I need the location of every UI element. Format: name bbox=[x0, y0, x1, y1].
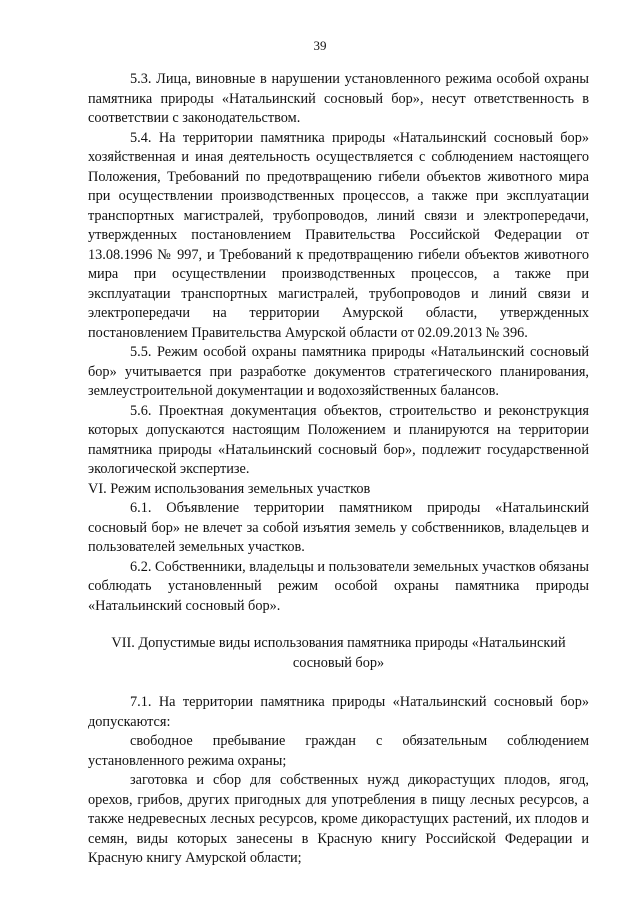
paragraph-5-5: 5.5. Режим особой охраны памятника природы «Натальинский сосновый бор» учитывается при разработке документов стратегического планирования, землеустроительной документации и водохозяйственных балансов. bbox=[88, 344, 589, 399]
section-heading-vii-line2: сосновый бор» bbox=[292, 654, 385, 671]
section-heading-vii bbox=[88, 634, 589, 673]
paragraph-5-4: 5.4. На территории памятника природы «Натальинский сосновый бор» хозяйственная и иная деятельность осуществляется с соблюдением настоящего Положения, Требований по предотвращению гибели объектов животного мира при осуществлении производственных процессов, а также при эксплуатации транспортных магистралей, трубопроводов, линий связи и электропередачи, утвержденных постановлением Правительства Российской Федерации от 13.08.1996 № 997, и Требований к предотвращению гибели объектов животного мира при осуществлении производственных процессов, а также при эксплуатации транспортных магистралей, трубопроводов и линий связи и электропередачи на территории Амурской области, утвержденных постановлением Правительства Амурской области от 02.09.2013 № 396. bbox=[88, 129, 589, 341]
list-item-harvesting: заготовка и сбор для собственных нужд дикорастущих плодов, ягод, орехов, грибов, других пригодных для употребления в пищу лесных ресурсов, а также недревесных лесных ресурсов, кроме дикорастущих растений, их плодов и семян, виды которых занесены в Красную книгу Российской Федерации и Красную книгу Амурской области; bbox=[88, 772, 589, 866]
paragraph-5-3: 5.3. Лица, виновные в нарушении установленного режима особой охраны памятника природы «Натальинский сосновый бор», несут ответственность в соответствии с законодательством. bbox=[88, 71, 589, 126]
paragraph-5-6: 5.6. Проектная документация объектов, строительство и реконструкция которых допускаются настоящим Положением и планируются на территории памятника природы «Натальинский сосновый бор», подлежит государственной экологической экспертизе. bbox=[88, 402, 589, 477]
paragraph-6-2: 6.2. Собственники, владельцы и пользователи земельных участков обязаны соблюдать установленный режим особой охраны памятника природы «Натальинский сосновый бор». bbox=[88, 558, 590, 614]
paragraph-7-1: 7.1. На территории памятника природы «Натальинский сосновый бор» допускаются: bbox=[88, 694, 589, 730]
section-heading-vii-line1: VII. Допустимые виды использования памятника природы «Натальинский bbox=[111, 635, 566, 651]
paragraph-6-1: 6.1. Объявление территории памятником природы «Натальинский сосновый бор» не влечет за собой изъятия земель у собственников, владельцев и пользователей земельных участков. bbox=[88, 500, 589, 555]
document-body bbox=[88, 70, 589, 869]
page-number: 39 bbox=[313, 38, 327, 53]
section-heading-vi: VI. Режим использования земельных участков bbox=[88, 480, 371, 497]
list-item-free-stay: свободное пребывание граждан с обязательным соблюдением установленного режима охраны; bbox=[88, 733, 589, 769]
